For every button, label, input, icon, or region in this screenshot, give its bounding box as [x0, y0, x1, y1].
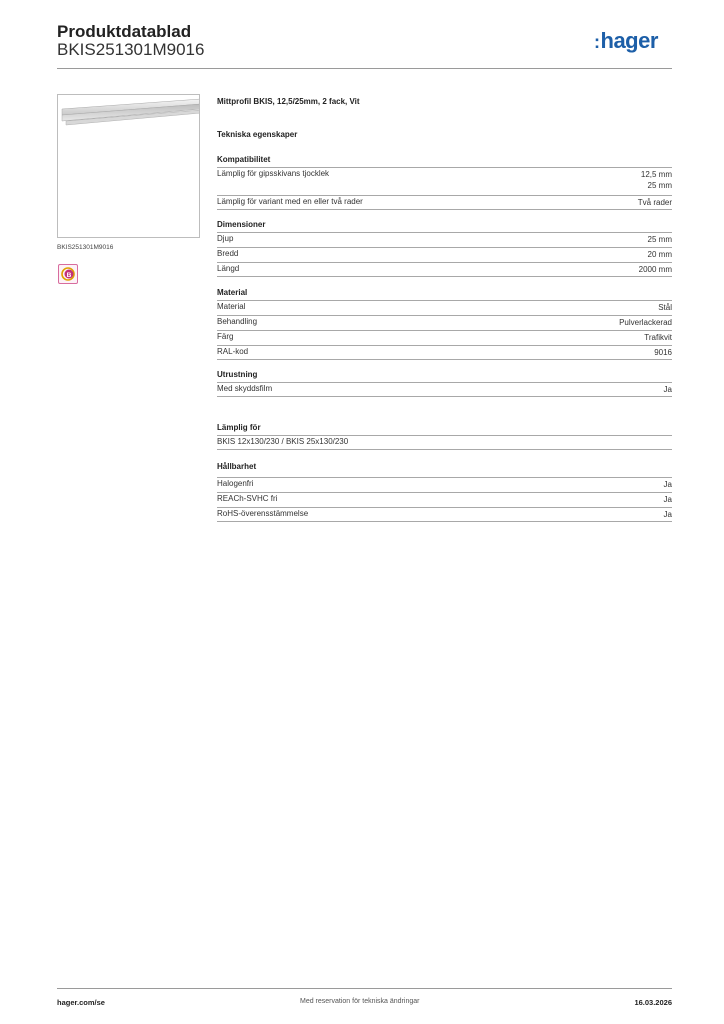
section-heading-utrustning: Utrustning: [217, 370, 258, 379]
spec-row: [217, 195, 672, 210]
spec-label: Bredd: [217, 249, 239, 258]
spec-value: Ja: [663, 480, 672, 489]
spec-value: 2000 mm: [638, 265, 672, 274]
page-title: Produktdatablad: [57, 22, 192, 41]
spec-row: [217, 492, 672, 507]
product-code: BKIS251301M9016: [57, 40, 205, 59]
spec-value: Ja: [663, 385, 672, 394]
spec-row: [217, 262, 672, 277]
spec-label: Längd: [217, 264, 240, 273]
spec-row: [217, 315, 672, 330]
product-title: Mittprofil BKIS, 12,5/25mm, 2 fack, Vit: [217, 97, 360, 106]
spec-row: [217, 477, 672, 492]
spec-row: [217, 330, 672, 345]
spec-value: 9016: [654, 348, 672, 357]
footer-date: 16.03.2026: [634, 998, 672, 1007]
spec-label: Lämplig för gipsskivans tjocklek: [217, 169, 330, 178]
spec-value: Trafikvit: [644, 333, 672, 342]
spec-label: Behandling: [217, 317, 258, 326]
spec-row: [217, 167, 672, 195]
product-image: [57, 94, 200, 238]
spec-label: Material: [217, 302, 246, 311]
spec-label: RoHS-överensstämmelse: [217, 509, 309, 518]
spec-row: [217, 507, 672, 522]
spec-value: Pulverlackerad: [619, 318, 672, 327]
header-divider: [57, 68, 672, 69]
spec-row: [217, 435, 672, 450]
spec-label: RAL-kod: [217, 347, 249, 356]
footer-note: Med reservation för tekniska ändringar: [300, 998, 420, 1005]
hager-logo: :hager: [594, 28, 658, 53]
spec-label: Färg: [217, 332, 234, 341]
circular-economy-b-icon: [58, 264, 78, 284]
spec-label: Lämplig för variant med en eller två rader: [217, 197, 363, 206]
spec-value: 20 mm: [647, 250, 672, 259]
tech-properties-heading: Tekniska egenskaper: [217, 130, 298, 139]
footer-website-link[interactable]: hager.com/se: [57, 998, 105, 1007]
spec-value: Två rader: [637, 198, 672, 207]
spec-label: Med skyddsfilm: [217, 384, 273, 393]
spec-value: Ja: [663, 495, 672, 504]
spec-label: Halogenfri: [217, 479, 254, 488]
footer-divider: [57, 988, 672, 989]
section-heading-material: Material: [217, 288, 248, 297]
spec-row: [217, 382, 672, 397]
spec-value: Stål: [658, 303, 672, 312]
profile-rail-illustration: [58, 95, 200, 238]
section-heading-dimensioner: Dimensioner: [217, 220, 266, 229]
spec-value: Ja: [663, 510, 672, 519]
spec-label: REACh-SVHC fri: [217, 494, 278, 503]
image-caption: BKIS251301M9016: [57, 244, 114, 251]
spec-row: [217, 232, 672, 247]
svg-text:B: B: [66, 272, 72, 279]
spec-row: [217, 247, 672, 262]
section-heading-lamplig: Lämplig för: [217, 423, 261, 432]
spec-row: [217, 345, 672, 360]
spec-label: Djup: [217, 234, 234, 243]
section-heading-kompatibilitet: Kompatibilitet: [217, 155, 271, 164]
spec-value: 12,5 mm 25 mm: [640, 170, 672, 190]
spec-row: [217, 300, 672, 315]
section-heading-hallbarhet: Hållbarhet: [217, 462, 257, 471]
spec-label: BKIS 12x130/230 / BKIS 25x130/230: [217, 437, 349, 446]
spec-value: 25 mm: [647, 235, 672, 244]
